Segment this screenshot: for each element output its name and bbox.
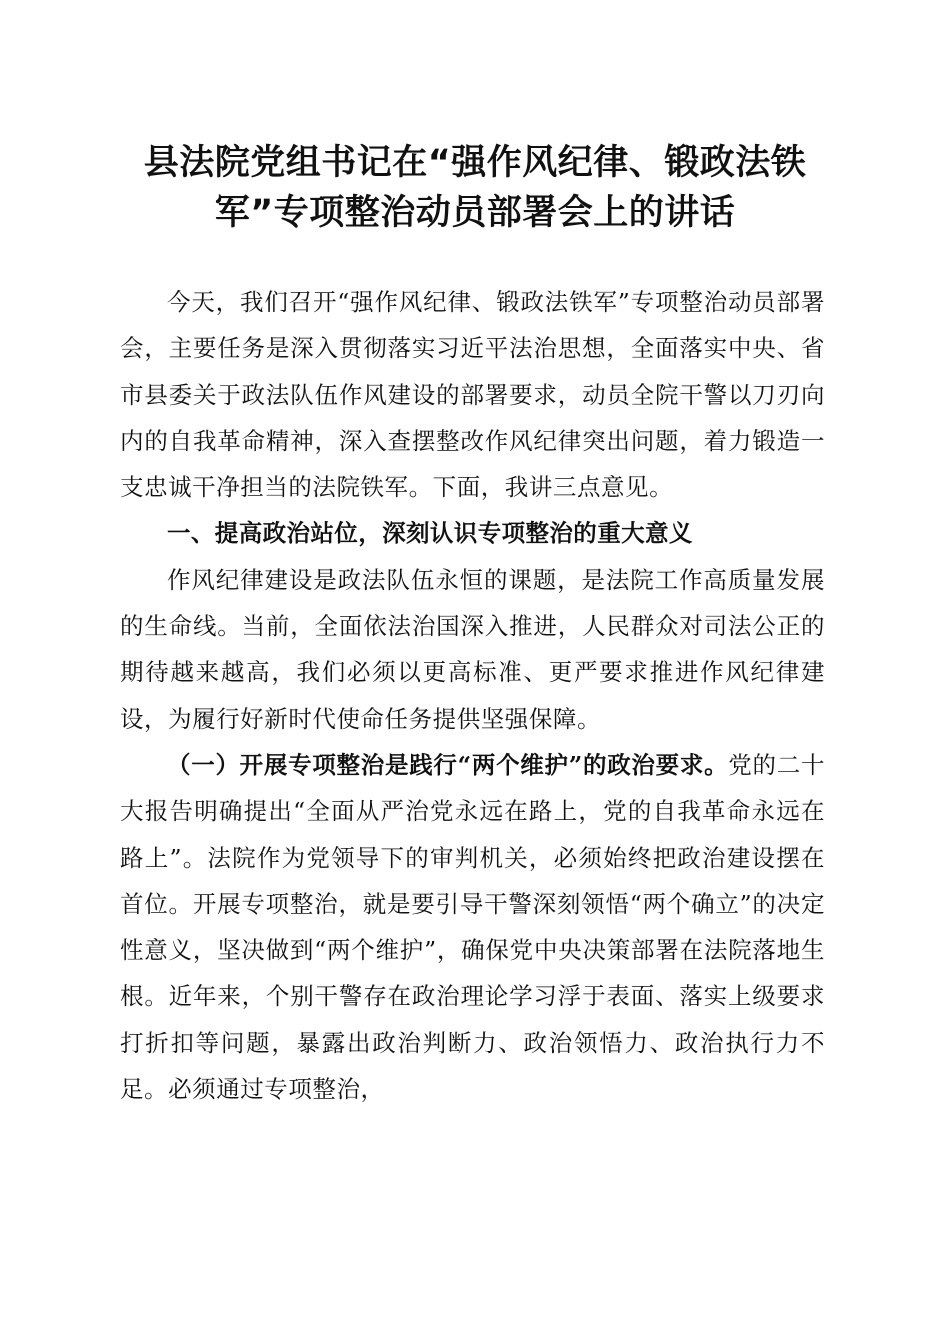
document-title: [120, 138, 830, 238]
section-heading-1: 一、提高政治站位，深刻认识专项整治的重大意义: [167, 519, 693, 548]
section-1-paragraph: 作风纪律建设是政法队伍永恒的课题，是法院工作高质量发展的生命线。当前，全面依法治国深入推进，人民群众对司法公正的期待越来越高，我们必须以更高标准、更严要求推进作风纪律建设，为履行好新时代使命任务提供坚强保障。: [120, 565, 825, 733]
intro-paragraph: 今天，我们召开“强作风纪律、锻政法铁军”专项整治动员部署会，主要任务是深入贯彻落实习近平法治思想，全面落实中央、省市县委关于政法队伍作风建设的部署要求，动员全院干警以刀刃向内的自我革命精神，深入查摆整改作风纪律突出问题，着力锻造一支忠诚干净担当的法院铁军。下面，我讲三点意见。: [120, 288, 825, 502]
title-line-2: 军”专项整治动员部署会上的讲话: [214, 193, 736, 233]
document-body: [120, 279, 825, 1112]
title-line-1: 县法院党组书记在“强作风纪律、锻政法铁: [143, 143, 807, 183]
point-1-lead: （一）开展专项整治是践行“两个维护”的政治要求。: [167, 750, 729, 779]
point-1-paragraph: [120, 742, 825, 1112]
point-1-body: 党的二十大报告明确提出“全面从严治党永远在路上，党的自我革命永远在路上”。法院作为党领导下的审判机关，必须始终把政治建设摆在首位。开展专项整治，就是要引导干警深刻领悟“两个确立”的决定性意义，坚决做到“两个维护”，确保党中央决策部署在法院落地生根。近年来，个别干警存在政治理论学习浮于表面、落实上级要求打折扣等问题，暴露出政治判断力、政治领悟力、政治执行力不足。必须通过专项整治，: [120, 750, 826, 1104]
